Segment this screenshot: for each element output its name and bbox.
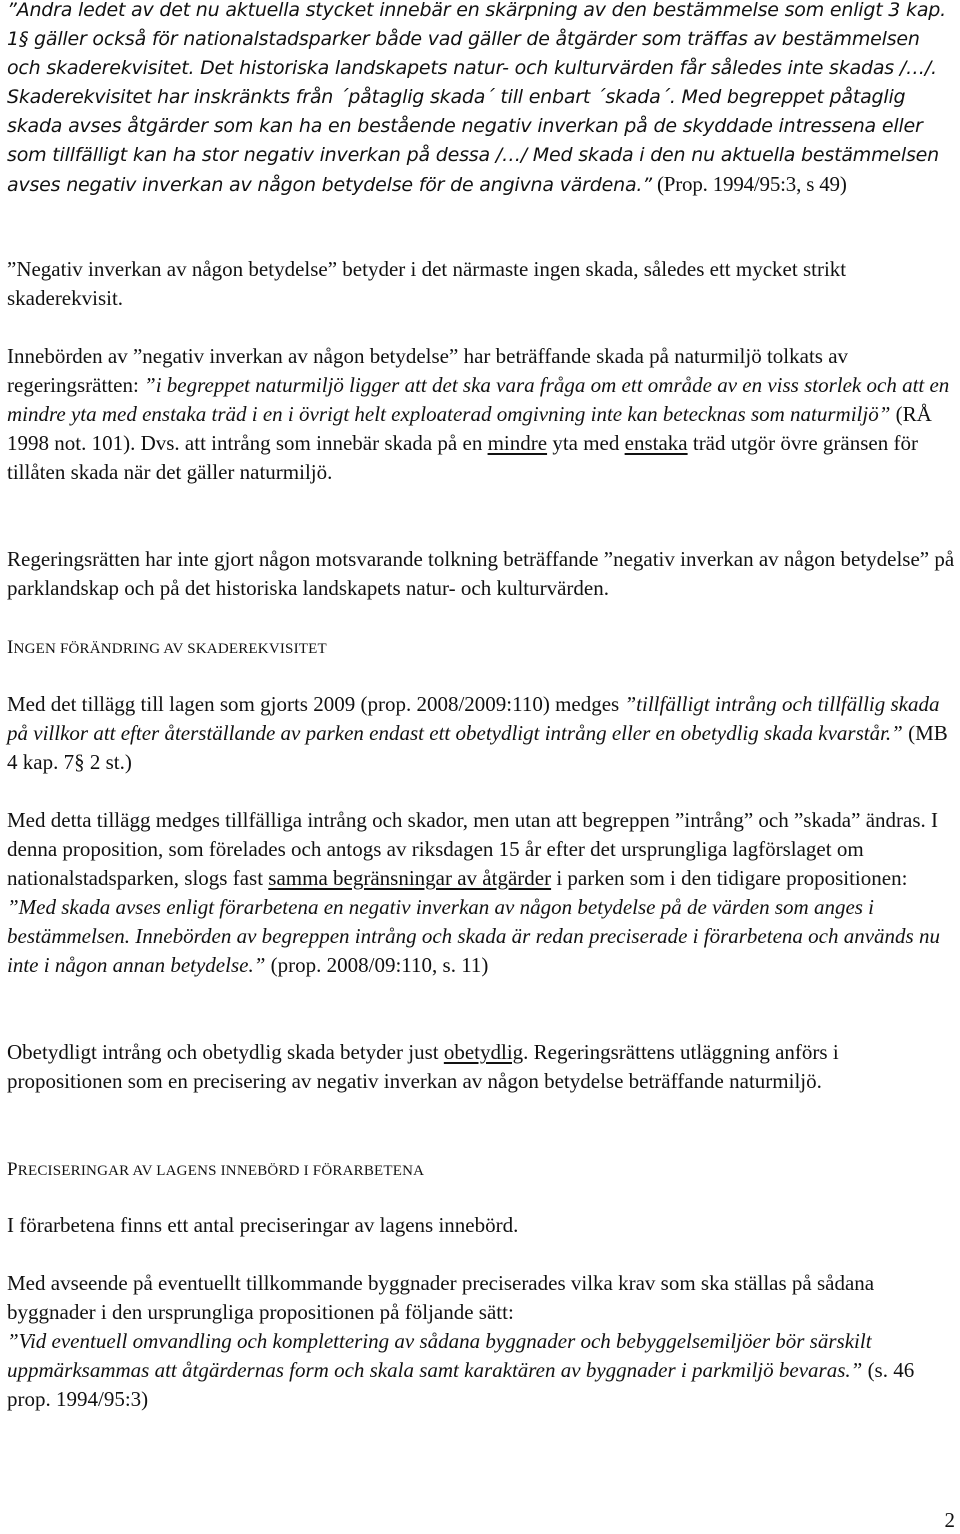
text: (MB 4 kap. 7§ 2 st.) [7,721,948,774]
underlined-text: samma begränsningar av åtgärder [268,866,552,890]
text: Med det tillägg till lagen som gjorts 2009 (prop. 2008/2009:110) medges [7,692,625,716]
text: (s. 46 prop. 1994/95:3) [7,1358,915,1411]
paragraph-7 [7,1038,955,1096]
text: . Regeringsrättens utläggning anförs i propositionen som en precisering av negativ inverkan av någon betydelse beträffande naturmiljö. [7,1040,839,1093]
paragraph-6 [7,806,955,980]
heading-initial: P [7,1159,18,1180]
paragraph-4: Regeringsrätten har inte gjort någon motsvarande tolkning beträffande ”negativ inverkan av någon betydelse” på parklandskap och på det historiska landskapets natur- och kulturvärden. [7,547,955,600]
quote-text: ”i begreppet naturmiljö ligger att det ska vara fråga om ett område av en viss storlek och att en mindre yta med enstaka träd i en i övrigt helt exploaterad omgivning inte kan betecknas som naturmiljö” [7,373,950,426]
heading-smallcaps: NGEN [13,641,60,657]
citation: (Prop. 1994/95:3, s 49) [651,172,847,196]
paragraph-3 [7,342,955,487]
underlined-text: obetydlig [443,1040,524,1064]
underlined-text: mindre [487,431,548,455]
page-number: 2 [944,1508,955,1532]
quote-text: ”Med skada avses enligt förarbetena en negativ inverkan av någon betydelse på de värden som anges i bestämmelsen. Innebörden av begreppen intrång och skada är redan preciserade i förarbetena och används nu inte i någon annan betydelse.” [7,895,940,977]
paragraph-5 [7,690,955,777]
text: träd utgör övre gränsen för tillåten skada när det gäller naturmiljö. [7,431,918,484]
quote-text: ”Vid eventuell omvandling och komplettering av sådana byggnader och bebyggelsemiljöer bör särskilt uppmärksammas att åtgärdernas form och skala samt karaktären av byggnader i parkmiljö bevaras.” [7,1329,872,1382]
quote-paragraph-1 [7,0,955,200]
text: i parken som i den tidigare propositionen: [551,866,908,890]
quote-text: ”tillfälligt intrång och tillfällig skada på villkor att efter återställande av parken endast ett obetydligt intrång eller en obetydlig skada kvarstår.” [7,692,940,745]
underlined-text: enstaka [624,431,688,455]
section-heading-preciseringar [7,1158,955,1183]
heading-smallcaps: RECISERINGAR AV LAGENS INNEBÖRD I FÖRARBETENA [17,1163,425,1179]
quote-text: ”Andra ledet av det nu aktuella stycket innebär en skärpning av den bestämmelse som enligt 3 kap. 1§ gäller också för nationalstadsparker både vad gäller de åtgärder som träffas av bestämmelsen och skaderekvisitet. Det historiska landskapets natur- och kulturvärden får således inte skadas /…/. Skaderekvisitet har inskränkts från ´påtaglig skada´ till enbart ´skada´. Med begreppet påtaglig skada avses åtgärder som kan ha en bestående negativ inverkan på de skyddade intressena eller som tillfälligt kan ha stor negativ inverkan på dessa /…/ Med skada i den nu aktuella bestämmelsen avses negativ inverkan av någon betydelse för de angivna värdena.” [7,0,946,196]
text: Med detta tillägg medges tillfälliga intrång och skador, men utan att begreppen ”intrång” och ”skada” ändras. I denna proposition, som förelades och antogs av riksdagen 15 år efter det ursprungliga lagförslaget om nationalstadsparken, slogs fast [7,808,938,890]
paragraph-2: ”Negativ inverkan av någon betydelse” betyder i det närmaste ingen skada, således ett mycket strikt skaderekvisit. [7,257,847,310]
text: yta med [547,431,625,455]
text: (RÅ 1998 not. 101). Dvs. att intrång som innebär skada på en [7,402,932,455]
text: Innebörden av ”negativ inverkan av någon betydelse” har beträffande skada på naturmiljö tolkats av regeringsrätten: [7,344,849,397]
text: Med avseende på eventuellt tillkommande byggnader preciserades vilka krav som ska ställas på sådana byggnader i den ursprungliga propositionen på följande sätt: [7,1271,875,1324]
text: (prop. 2008/09:110, s. 11) [265,953,489,977]
heading-smallcaps: FÖRÄNDRING AV SKADEREKVISITET [59,641,327,657]
paragraph-8: I förarbetena finns ett antal preciseringar av lagens innebörd. [7,1213,519,1237]
heading-initial: I [7,637,14,658]
section-heading-ingen-forandring [7,636,955,661]
text: Obetydligt intrång och obetydlig skada betyder just [7,1040,444,1064]
paragraph-9 [7,1269,955,1414]
